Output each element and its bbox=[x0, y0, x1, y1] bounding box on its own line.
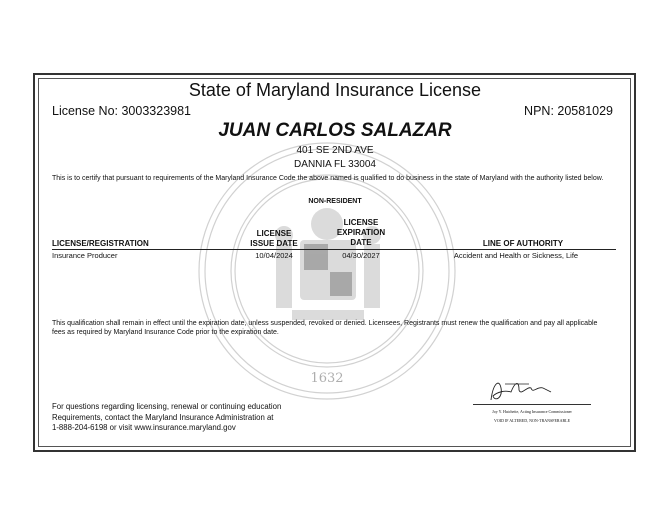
certification-statement: This is to certify that pursuant to requirements of the Maryland Insurance Code the above named is qualified to do business in the state of Maryland with the authority listed below. bbox=[52, 175, 604, 182]
header-license: LICENSE/REGISTRATION bbox=[52, 239, 149, 248]
address-line-1: 401 SE 2ND AVE bbox=[296, 145, 374, 156]
commissioner-signature bbox=[485, 374, 555, 408]
header-line-of-authority: LINE OF AUTHORITY bbox=[482, 239, 564, 248]
cell-line-of-authority: Accident and Health or Sickness, Life bbox=[453, 251, 579, 260]
licensee-name: JUAN CARLOS SALAZAR bbox=[218, 120, 452, 141]
license-number: License No: 3003323981 bbox=[52, 104, 192, 118]
contact-line-3: 1-888-204-6198 or visit www.insurance.maryland.gov bbox=[52, 423, 236, 432]
header-issue-date: LICENSE ISSUE DATE bbox=[250, 229, 298, 248]
contact-info bbox=[52, 402, 352, 434]
cell-issue-date: 10/04/2024 bbox=[255, 251, 293, 260]
address-line-2: DANNIA FL 33004 bbox=[294, 159, 376, 170]
cell-license: Insurance Producer bbox=[52, 251, 118, 260]
table-header-rule bbox=[52, 249, 616, 250]
void-notice: VOID IF ALTERED, NON-TRANSFERABLE bbox=[493, 418, 571, 423]
contact-line-1: For questions regarding licensing, renewal or continuing education bbox=[52, 402, 282, 411]
header-expiration-date: LICENSE EXPIRATION DATE bbox=[336, 218, 386, 247]
signer-title: Joy Y. Hatchette, Acting Insurance Commissioner bbox=[492, 409, 572, 414]
document-title: State of Maryland Insurance License bbox=[188, 80, 482, 100]
qualification-note: This qualification shall remain in effect until the expiration date, unless suspended, revoked or denied. Licensees, Registrants must renew the qualification and pay all applicable fees as required by Maryland Insurance Code prior to the expiration date. bbox=[52, 320, 598, 336]
signature-line bbox=[473, 404, 591, 405]
cell-expiration-date: 04/30/2027 bbox=[342, 251, 380, 260]
seal-year: 1632 bbox=[310, 371, 344, 386]
npn-number: NPN: 20581029 bbox=[524, 104, 613, 118]
residency-status: NON-RESIDENT bbox=[308, 198, 362, 205]
contact-line-2: Requirements, contact the Maryland Insurance Administration at bbox=[52, 412, 274, 422]
